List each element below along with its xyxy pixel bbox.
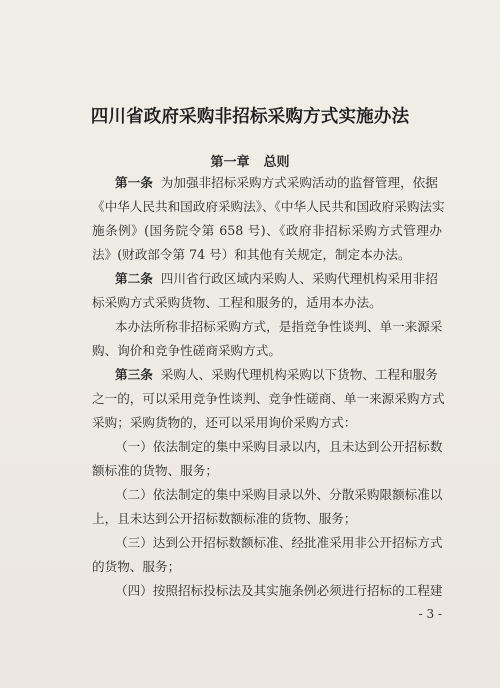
article-label: 第二条 — [115, 271, 153, 286]
text-line: 法》(财政部令第 74 号）和其他有关规定，制定本办法。 — [92, 247, 411, 262]
chapter-name: 总则 — [263, 155, 290, 170]
text-line: 标采购方式采购货物、工程和服务的，适用本办法。 — [92, 295, 382, 310]
text-line: 《中华人民共和国政府采购法》、《中华人民共和国政府采购法实 — [92, 199, 445, 214]
text-line: 本办法所称非招标采购方式，是指竞争性谈判、单一来源采 — [115, 319, 443, 334]
text-line: （一）依法制定的集中采购目录以内，且未达到公开招标数 — [115, 439, 443, 454]
text-line: 施条例》(国务院令第 658 号)、《政府非招标采购方式管理办 — [92, 223, 442, 238]
text-line: 采购；采购货物的，还可以采用询价采购方式： — [92, 415, 357, 430]
text-line: 之一的，可以采用竞争性谈判、竞争性磋商、单一来源采购方式 — [92, 391, 445, 406]
text-line — [115, 270, 442, 288]
page-number: - 3 - — [418, 607, 442, 621]
text-line: （二）依法制定的集中采购目录以外、分散采购限额标准以 — [115, 487, 443, 502]
text-line: （四）按照招标投标法及其实施条例必须进行招标的工程建 — [115, 583, 443, 598]
text-line: （三）达到公开招标数额标准、经批准采用非公开招标方式 — [115, 535, 443, 550]
text-line: 购、询价和竞争性磋商采购方式。 — [92, 343, 281, 358]
chapter-number: 第一章 — [210, 155, 250, 170]
line-text: 四川省行政区域内采购人、采购代理机构采用非招 — [160, 271, 438, 286]
text-line — [115, 366, 442, 384]
article-label: 第三条 — [115, 367, 153, 382]
chapter-heading — [0, 151, 500, 170]
text-line: 的货物、服务； — [92, 559, 181, 574]
document-title: 四川省政府采购非招标采购方式实施办法 — [90, 107, 410, 127]
line-text: 为加强非招标采购方式采购活动的监督管理，依据 — [160, 175, 438, 190]
text-line: 额标准的货物、服务； — [92, 463, 218, 478]
line-text: 采购人、采购代理机构采购以下货物、工程和服务 — [160, 367, 438, 382]
text-line: 上，且未达到公开招标数额标准的货物、服务； — [92, 511, 357, 526]
article-label: 第一条 — [115, 175, 153, 190]
text-line — [115, 174, 442, 192]
